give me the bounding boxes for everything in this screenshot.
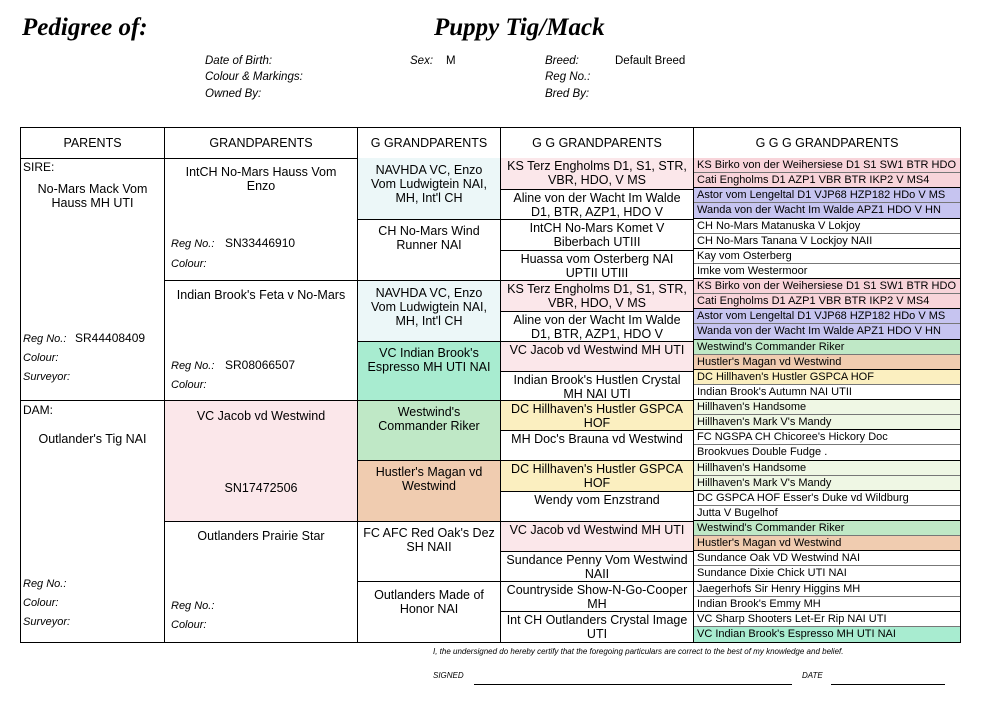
dob-label: Date of Birth: [205,55,273,67]
gg-grandparent-cell [501,612,693,642]
ggg-grandparent-entry: DC Hillhaven's Hustler GSPCA HOF [694,370,960,385]
ggg-grandparent-entry: KS Birko von der Weihersiese D1 S1 SW1 BTR HDO [694,279,960,294]
sex-value: M [446,55,456,67]
sire-colour-label: Colour: [23,352,59,364]
gg-grandparent-cell [501,190,693,220]
sire-reg-value: SR44408409 [75,331,146,345]
grandparent-reg-value: SR08066507 [225,358,296,372]
gg-grandparent-cell [501,372,693,401]
column-header-ggg-grandparents: G G G GRANDPARENTS [694,128,960,159]
dam-label: DAM: [23,403,53,417]
g-grandparent-cell [358,461,500,522]
ggg-grandparent-entry: FC NGSPA CH Chicoree's Hickory Doc [694,430,960,445]
sire-name: No-Mars Mack Vom Hauss MH UTI [37,182,148,210]
date-line[interactable] [831,684,945,685]
certification-text: I, the undersigned do hereby certify that the foregoing particulars are correct to the best of my knowledge and belief. [433,647,844,656]
dam-surveyor-label: Surveyor: [23,616,71,628]
ggg-grandparent-entry: Wanda von der Wacht Im Walde APZ1 HDO V HN [694,203,960,218]
dam-cell [21,401,164,642]
colour-markings-label: Colour & Markings: [205,71,303,83]
dam-name: Outlander's Tig NAI [38,432,147,446]
gg-grandparent-name: DC Hillhaven's Hustler GSPCA HOF [511,462,683,490]
g-grandparent-cell [358,522,500,582]
gg-grandparent-name: Aline von der Wacht Im Walde D1, BTR, AZP1, HDO V [513,313,681,341]
ggg-grandparent-entry: DC GSPCA HOF Esser's Duke vd Wildburg [694,491,960,506]
ggg-grandparent-entry: CH No-Mars Matanuska V Lokjoy [694,219,960,234]
ggg-grandparent-entry: Indian Brook's Emmy MH [694,597,960,612]
ggg-grandparent-entry: CH No-Mars Tanana V Lockjoy NAII [694,234,960,249]
grandparent-cell [165,401,357,522]
ggg-grandparent-entry: Hillhaven's Mark V's Mandy [694,476,960,491]
gg-grandparent-cell [501,251,693,281]
gg-grandparent-name: Sundance Penny Vom Westwind NAII [506,553,688,581]
grandparent-reg-label: Reg No.: [171,600,215,612]
gg-grandparent-cell [501,220,693,251]
sire-cell [21,158,164,401]
column-header-parents: PARENTS [21,128,164,159]
bred-by-label: Bred By: [545,88,590,100]
breed-label: Breed: [545,55,579,67]
gg-grandparent-cell [501,401,693,431]
gg-grandparent-name: Indian Brook's Hustlen Crystal MH NAI UTI [513,373,681,401]
grandparent-reg-value: SN17472506 [224,481,298,495]
grandparent-colour-label: Colour: [171,379,207,391]
ggg-grandparent-entry: Astor vom Lengeltal D1 VJP68 HZP182 HDo V MS [694,309,960,324]
ggg-grandparent-entry: Hillhaven's Handsome [694,400,960,415]
ggg-grandparent-entry: KS Birko von der Weihersiese D1 S1 SW1 BTR HDO [694,158,960,173]
column-header-grandparents: GRANDPARENTS [165,128,357,159]
gg-grandparent-cell [501,492,693,522]
gg-grandparent-name: IntCH No-Mars Komet V Biberbach UTIII [529,221,665,249]
ggg-grandparent-entry: Wanda von der Wacht Im Walde APZ1 HDO V HN [694,324,960,339]
g-grandparent-cell [358,582,500,642]
ggg-grandparent-entry: Hustler's Magan vd Westwind [694,355,960,370]
grandparent-name: Outlanders Prairie Star [197,529,325,543]
gg-grandparent-cell [501,522,693,552]
g-grandparent-cell [358,342,500,401]
gg-grandparent-name: Countryside Show-N-Go-Cooper MH [506,583,688,611]
gg-grandparents-column [501,128,694,642]
g-grandparent-name: FC AFC Red Oak's Dez SH NAII [363,526,495,554]
ggg-grandparents-column [694,128,960,642]
ggg-grandparent-entry: Hillhaven's Mark V's Mandy [694,415,960,430]
ggg-grandparent-entry: Indian Brook's Autumn NAI UTII [694,385,960,400]
dog-name: Puppy Tig/Mack [434,14,605,41]
g-grandparent-cell [358,281,500,342]
grandparent-cell [165,158,357,281]
gg-grandparent-name: Huassa vom Osterberg NAI UPTII UTIII [520,252,674,280]
grandparent-reg-label: Reg No.: [171,238,215,250]
grandparent-reg-label: Reg No.: [171,360,215,372]
gg-grandparent-cell [501,461,693,492]
ggg-grandparent-entry: Westwind's Commander Riker [694,340,960,355]
gg-grandparent-name: Int CH Outlanders Crystal Image UTI [506,613,688,641]
ggg-grandparent-entry: Kay vom Osterberg [694,249,960,264]
ggg-grandparent-entry: Imke vom Westermoor [694,264,960,279]
dam-colour-label: Colour: [23,597,59,609]
gg-grandparent-name: Aline von der Wacht Im Walde D1, BTR, AZP1, HDO V [513,191,681,219]
dam-reg-label: Reg No.: [23,578,67,590]
grandparent-name: VC Jacob vd Westwind [196,409,326,423]
g-grandparent-name: Outlanders Made of Honor NAI [374,588,484,616]
ggg-grandparent-entry: Hillhaven's Handsome [694,461,960,476]
g-grandparent-cell [358,401,500,461]
sire-reg-label: Reg No.: [23,333,67,345]
ggg-grandparent-entry: Brookvues Double Fudge . [694,445,960,460]
gg-grandparent-cell [501,281,693,312]
grandparent-reg-value: SN33446910 [225,236,296,250]
column-header-gg-grandparents: G G GRANDPARENTS [501,128,693,159]
gg-grandparent-cell [501,312,693,342]
g-grandparent-name: Hustler's Magan vd Westwind [375,465,483,493]
gg-grandparent-cell [501,582,693,612]
sire-label: SIRE: [23,160,55,174]
g-grandparent-name: VC Indian Brook's Espresso MH UTI NAI [367,346,491,374]
ggg-grandparent-entry: Jaegerhofs Sir Henry Higgins MH [694,582,960,597]
ggg-grandparent-entry: Westwind's Commander Riker [694,521,960,536]
signature-line[interactable] [474,684,792,685]
ggg-grandparent-entry: VC Sharp Shooters Let-Er Rip NAI UTI [694,612,960,627]
grandparent-colour-label: Colour: [171,619,207,631]
gg-grandparent-cell [501,158,693,190]
ggg-grandparent-entry: Cati Engholms D1 AZP1 VBR BTR IKP2 V MS4 [694,294,960,309]
g-grandparent-name: NAVHDA VC, Enzo Vom Ludwigtein NAI, MH, Int'l CH [370,286,488,328]
grandparent-colour-label: Colour: [171,258,207,270]
gg-grandparent-name: Wendy vom Enzstrand [534,493,660,507]
signed-label: SIGNED [433,671,464,680]
grandparent-name: Indian Brook's Feta v No-Mars [176,288,346,302]
pedigree-table [20,127,961,643]
date-label: DATE [802,671,823,680]
g-grandparent-name: NAVHDA VC, Enzo Vom Ludwigtein NAI, MH, Int'l CH [370,163,488,205]
gg-grandparent-name: VC Jacob vd Westwind MH UTI [509,343,685,357]
g-grandparent-name: CH No-Mars Wind Runner NAI [378,224,480,252]
ggg-grandparent-entry: Hustler's Magan vd Westwind [694,536,960,551]
ggg-grandparent-entry: Sundance Oak VD Westwind NAI [694,551,960,566]
g-grandparents-column [358,128,501,642]
gg-grandparent-name: KS Terz Engholms D1, S1, STR, VBR, HDO, V MS [507,159,687,187]
gg-grandparent-name: KS Terz Engholms D1, S1, STR, VBR, HDO, V MS [507,282,687,310]
sex-label: Sex: [410,55,434,67]
grandparent-cell [165,281,357,401]
g-grandparent-cell [358,158,500,220]
ggg-grandparent-entry: Cati Engholms D1 AZP1 VBR BTR IKP2 V MS4 [694,173,960,188]
pedigree-label: Pedigree of: [22,14,148,41]
gg-grandparent-cell [501,552,693,582]
ggg-grandparent-entry: Sundance Dixie Chick UTI NAI [694,566,960,581]
breed-value: Default Breed [615,55,686,67]
column-header-g-grandparents: G GRANDPARENTS [358,128,500,159]
gg-grandparent-name: VC Jacob vd Westwind MH UTI [509,523,685,537]
g-grandparent-name: Westwind's Commander Riker [378,405,480,433]
owned-by-label: Owned By: [205,88,262,100]
gg-grandparent-name: MH Doc's Brauna vd Westwind [511,432,683,446]
reg-no-label: Reg No.: [545,71,591,83]
g-grandparent-cell [358,220,500,281]
ggg-grandparent-entry: VC Indian Brook's Espresso MH UTI NAI [694,627,960,642]
grandparent-cell [165,522,357,642]
grandparents-column [165,128,358,642]
gg-grandparent-name: DC Hillhaven's Hustler GSPCA HOF [511,402,683,430]
ggg-grandparent-entry: Jutta V Bugelhof [694,506,960,521]
gg-grandparent-cell [501,431,693,461]
gg-grandparent-cell [501,342,693,372]
grandparent-name: IntCH No-Mars Hauss Vom Enzo [185,165,337,193]
parents-column [21,128,165,642]
ggg-grandparent-entry: Astor vom Lengeltal D1 VJP68 HZP182 HDo V MS [694,188,960,203]
sire-surveyor-label: Surveyor: [23,371,71,383]
